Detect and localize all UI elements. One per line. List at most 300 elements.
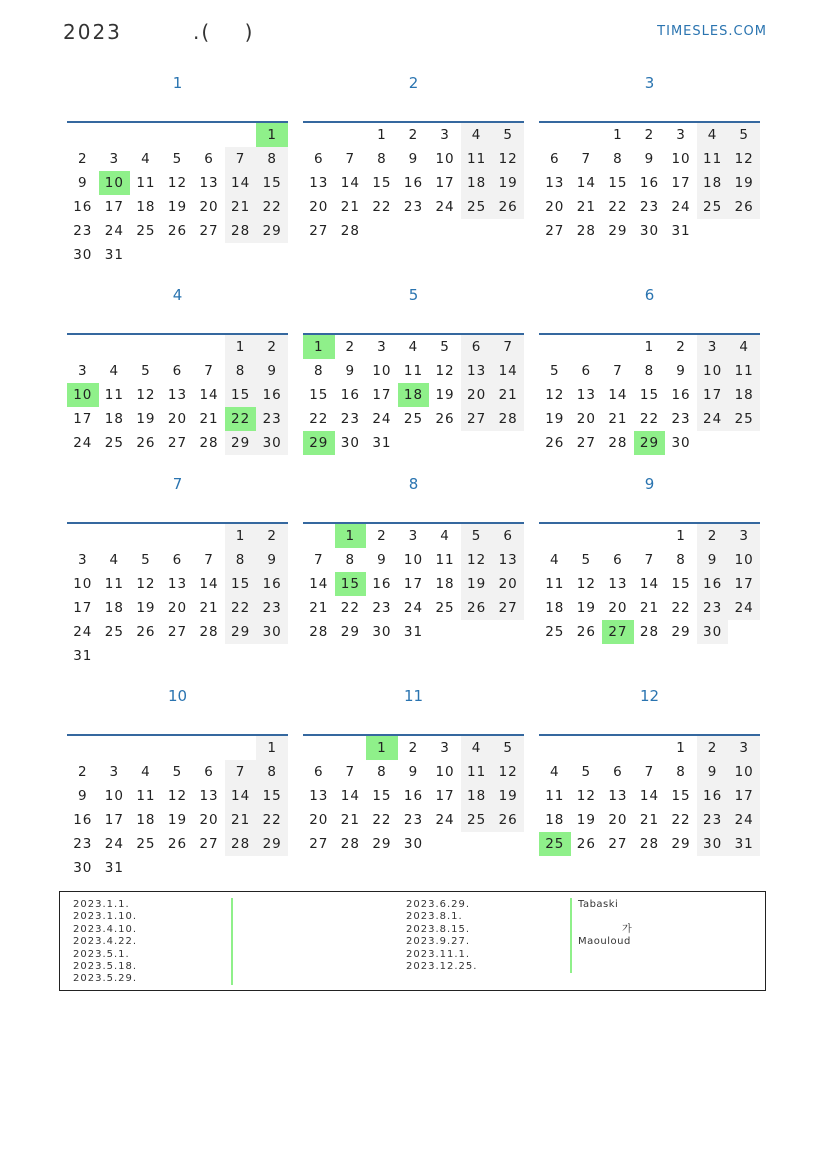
day-cell: 8 <box>676 764 686 780</box>
day-cell: 13 <box>576 387 596 403</box>
day-cell: 18 <box>697 171 729 195</box>
day-cell: 20 <box>576 411 596 427</box>
week-row <box>67 243 288 267</box>
day-cell: 30 <box>256 620 288 644</box>
day-cell: 9 <box>256 359 288 383</box>
day-cell: 21 <box>340 812 360 828</box>
day-cell: 22 <box>225 596 257 620</box>
day-cell: 11 <box>728 359 760 383</box>
day-grid <box>67 123 288 267</box>
day-cell: 23 <box>403 812 424 828</box>
day-cell: 26 <box>167 223 188 239</box>
day-cell: 8 <box>313 363 324 379</box>
day-cell: 10 <box>728 760 760 784</box>
week-row <box>303 335 524 359</box>
month-title: 10 <box>167 687 188 705</box>
day-cell: 19 <box>435 387 455 403</box>
day-cell: 7 <box>644 552 655 568</box>
day-cell: 18 <box>461 171 493 195</box>
day-cell: 12 <box>167 788 188 804</box>
day-grid <box>303 524 524 644</box>
empty-cell <box>429 219 461 243</box>
day-cell: 6 <box>172 363 183 379</box>
day-cell: 29 <box>608 223 628 239</box>
day-cell: 11 <box>435 552 455 568</box>
day-cell: 17 <box>73 411 93 427</box>
day-cell: 6 <box>204 151 214 167</box>
day-cell: 13 <box>167 387 188 403</box>
legend-date: 2023.12.25. <box>406 961 478 973</box>
day-cell: 25 <box>728 407 760 431</box>
legend-right-dates <box>406 899 477 973</box>
day-cell: 25 <box>104 624 124 640</box>
empty-cell <box>492 620 524 644</box>
week-row <box>303 431 524 455</box>
day-cell: 3 <box>109 764 120 780</box>
week-row <box>539 784 760 808</box>
day-cell: 19 <box>461 572 493 596</box>
day-cell: 4 <box>461 123 493 147</box>
day-cell: 17 <box>435 175 455 191</box>
legend-date: 2023.4.22. <box>73 936 138 948</box>
week-row <box>539 407 760 431</box>
legend-date: 2023.5.1. <box>73 948 130 960</box>
month-8 <box>303 474 524 674</box>
day-cell: 30 <box>639 223 660 239</box>
day-cell: 31 <box>104 247 124 263</box>
week-row <box>539 219 760 243</box>
empty-cell <box>67 524 99 548</box>
day-grid <box>303 335 524 455</box>
legend-left-dates <box>73 899 137 986</box>
day-cell: 3 <box>377 339 387 355</box>
month-title: 9 <box>644 475 655 493</box>
day-grid <box>67 524 288 668</box>
day-cell: 23 <box>671 411 691 427</box>
day-cell: 2 <box>345 339 356 355</box>
week-row <box>67 335 288 359</box>
day-cell: 4 <box>408 339 419 355</box>
day-cell: 19 <box>167 812 188 828</box>
day-cell: 30 <box>73 247 93 263</box>
day-cell: 26 <box>136 624 156 640</box>
week-row <box>539 123 760 147</box>
day-cell: 14 <box>199 387 219 403</box>
week-row <box>539 832 760 856</box>
day-cell: 18 <box>461 784 493 808</box>
day-grid <box>303 123 524 243</box>
day-cell: 15 <box>335 572 367 596</box>
week-row <box>303 572 524 596</box>
month-6 <box>539 285 760 485</box>
day-cell: 29 <box>225 431 257 455</box>
empty-cell <box>492 832 524 856</box>
day-cell: 27 <box>608 836 628 852</box>
empty-cell <box>461 431 493 455</box>
site-link[interactable]: TIMESLES.COM <box>657 24 767 39</box>
day-cell: 22 <box>608 199 628 215</box>
empty-cell <box>67 736 99 760</box>
day-cell: 5 <box>141 552 151 568</box>
day-cell: 7 <box>613 363 623 379</box>
empty-cell <box>67 335 99 359</box>
day-cell: 21 <box>492 383 524 407</box>
week-row <box>539 572 760 596</box>
day-cell: 10 <box>728 548 760 572</box>
day-cell: 14 <box>225 784 257 808</box>
month-title: 5 <box>408 286 419 304</box>
day-cell: 23 <box>403 199 424 215</box>
day-cell: 29 <box>256 832 288 856</box>
legend-holiday-name <box>578 961 632 973</box>
day-cell: 25 <box>545 624 565 640</box>
day-cell: 10 <box>435 151 455 167</box>
month-title: 1 <box>172 74 183 92</box>
day-grid <box>303 736 524 856</box>
day-cell: 25 <box>136 836 156 852</box>
day-cell: 6 <box>613 552 623 568</box>
day-cell: 19 <box>167 199 188 215</box>
week-row <box>303 195 524 219</box>
empty-cell <box>571 123 603 147</box>
day-cell: 17 <box>73 600 93 616</box>
day-cell: 31 <box>73 648 93 664</box>
day-cell: 16 <box>697 784 729 808</box>
day-cell: 2 <box>77 151 88 167</box>
day-cell: 30 <box>372 624 392 640</box>
day-cell: 22 <box>671 812 691 828</box>
day-cell: 28 <box>608 435 628 451</box>
empty-cell <box>193 856 225 880</box>
empty-cell <box>193 644 225 668</box>
month-title: 2 <box>408 74 419 92</box>
day-cell: 6 <box>581 363 592 379</box>
day-cell: 24 <box>104 223 124 239</box>
empty-cell <box>99 123 131 147</box>
day-cell: 8 <box>613 151 623 167</box>
week-row <box>67 856 288 880</box>
week-row <box>539 524 760 548</box>
day-cell: 9 <box>408 764 419 780</box>
day-cell: 28 <box>225 219 257 243</box>
day-cell: 25 <box>461 808 493 832</box>
day-cell: 10 <box>403 552 424 568</box>
week-row <box>539 620 760 644</box>
day-cell: 20 <box>309 199 329 215</box>
empty-cell <box>162 736 194 760</box>
day-cell: 2 <box>408 740 419 756</box>
empty-cell <box>366 219 398 243</box>
day-cell: 8 <box>345 552 356 568</box>
day-cell: 27 <box>167 624 188 640</box>
day-cell: 16 <box>639 175 660 191</box>
empty-cell <box>225 856 257 880</box>
empty-cell <box>162 856 194 880</box>
empty-cell <box>225 123 257 147</box>
day-cell: 20 <box>608 812 628 828</box>
day-cell: 19 <box>576 600 596 616</box>
empty-cell <box>303 524 335 548</box>
month-title: 3 <box>644 74 655 92</box>
empty-cell <box>571 524 603 548</box>
day-cell: 9 <box>256 548 288 572</box>
empty-cell <box>193 123 225 147</box>
day-cell: 13 <box>545 175 565 191</box>
day-cell: 19 <box>545 411 565 427</box>
day-cell: 1 <box>644 339 655 355</box>
day-cell: 2 <box>77 764 88 780</box>
empty-cell <box>99 644 131 668</box>
empty-cell <box>602 524 634 548</box>
day-cell: 21 <box>309 600 329 616</box>
day-cell: 12 <box>167 175 188 191</box>
day-cell: 24 <box>73 435 93 451</box>
week-row <box>67 644 288 668</box>
day-cell: 9 <box>676 363 686 379</box>
day-grid <box>539 736 760 856</box>
day-cell: 24 <box>435 199 455 215</box>
day-cell: 2 <box>377 528 387 544</box>
day-cell: 23 <box>256 407 288 431</box>
day-cell: 10 <box>104 788 124 804</box>
day-cell: 28 <box>576 223 596 239</box>
month-title: 11 <box>403 687 424 705</box>
legend-date: 2023.4.10. <box>73 923 138 935</box>
day-cell: 16 <box>697 572 729 596</box>
day-cell: 31 <box>372 435 392 451</box>
day-cell: 31 <box>104 860 124 876</box>
day-cell: 30 <box>340 435 360 451</box>
empty-cell <box>539 335 571 359</box>
day-cell: 1 <box>676 528 686 544</box>
empty-cell <box>225 243 257 267</box>
day-cell: 6 <box>172 552 183 568</box>
week-row <box>303 808 524 832</box>
day-cell: 28 <box>340 836 360 852</box>
day-cell: 7 <box>225 147 257 171</box>
day-cell: 14 <box>608 387 628 403</box>
day-cell: 2 <box>644 127 655 143</box>
day-cell: 30 <box>697 620 729 644</box>
week-row <box>303 147 524 171</box>
week-row <box>303 596 524 620</box>
day-cell: 17 <box>403 576 424 592</box>
day-cell: 14 <box>309 576 329 592</box>
empty-cell <box>130 123 162 147</box>
day-cell: 14 <box>639 576 660 592</box>
day-cell: 16 <box>256 572 288 596</box>
day-cell: 29 <box>256 219 288 243</box>
legend-date: 2023.5.29. <box>73 973 138 985</box>
day-cell: 17 <box>104 199 124 215</box>
week-row <box>539 195 760 219</box>
day-cell: 11 <box>461 147 493 171</box>
empty-cell <box>162 335 194 359</box>
day-cell: 21 <box>199 600 219 616</box>
week-row <box>539 548 760 572</box>
day-cell: 30 <box>73 860 93 876</box>
day-cell: 14 <box>340 788 360 804</box>
day-cell: 11 <box>136 175 156 191</box>
week-row <box>539 171 760 195</box>
week-row <box>539 760 760 784</box>
empty-cell <box>602 736 634 760</box>
day-cell: 12 <box>545 387 565 403</box>
day-cell: 13 <box>167 576 188 592</box>
day-cell: 18 <box>136 199 156 215</box>
day-cell: 9 <box>697 760 729 784</box>
day-cell: 3 <box>77 363 88 379</box>
day-cell: 16 <box>256 383 288 407</box>
day-cell: 9 <box>408 151 419 167</box>
empty-cell <box>162 243 194 267</box>
day-cell: 13 <box>492 548 524 572</box>
week-row <box>67 431 288 455</box>
day-cell: 28 <box>639 836 660 852</box>
week-row <box>67 219 288 243</box>
day-cell: 24 <box>372 411 392 427</box>
day-cell: 1 <box>613 127 623 143</box>
day-cell: 22 <box>256 195 288 219</box>
day-cell: 12 <box>136 387 156 403</box>
empty-cell <box>193 524 225 548</box>
month-1 <box>67 73 288 273</box>
empty-cell <box>461 219 493 243</box>
day-cell: 21 <box>576 199 596 215</box>
legend-holiday-name: Maouloud <box>578 936 631 948</box>
day-cell: 6 <box>549 151 560 167</box>
day-cell: 27 <box>309 223 329 239</box>
day-cell: 1 <box>366 736 398 760</box>
day-cell: 17 <box>435 788 455 804</box>
week-row <box>303 219 524 243</box>
week-row <box>539 147 760 171</box>
legend-date: 2023.6.29. <box>406 899 471 910</box>
month-9 <box>539 474 760 674</box>
day-cell: 15 <box>372 788 392 804</box>
empty-cell <box>130 736 162 760</box>
day-cell: 7 <box>345 764 356 780</box>
week-row <box>67 359 288 383</box>
day-cell: 27 <box>199 836 219 852</box>
day-cell: 24 <box>728 596 760 620</box>
week-row <box>67 548 288 572</box>
day-cell: 22 <box>225 407 257 431</box>
day-cell: 22 <box>372 199 392 215</box>
day-cell: 30 <box>403 836 424 852</box>
day-cell: 6 <box>492 524 524 548</box>
day-cell: 27 <box>461 407 493 431</box>
month-4 <box>67 285 288 485</box>
day-cell: 16 <box>403 175 424 191</box>
week-row <box>67 407 288 431</box>
day-cell: 30 <box>671 435 691 451</box>
empty-cell <box>492 431 524 455</box>
day-cell: 5 <box>728 123 760 147</box>
week-row <box>67 596 288 620</box>
week-row <box>539 335 760 359</box>
day-cell: 13 <box>199 175 219 191</box>
day-cell: 25 <box>697 195 729 219</box>
day-cell: 6 <box>313 151 324 167</box>
week-row <box>539 736 760 760</box>
day-cell: 14 <box>576 175 596 191</box>
day-cell: 2 <box>256 335 288 359</box>
week-row <box>67 383 288 407</box>
week-row <box>303 620 524 644</box>
calendar-subtitle: .( ) <box>193 20 255 44</box>
empty-cell <box>602 335 634 359</box>
week-row <box>67 808 288 832</box>
day-grid <box>539 524 760 644</box>
day-cell: 28 <box>225 832 257 856</box>
day-cell: 26 <box>492 195 524 219</box>
day-cell: 1 <box>676 740 686 756</box>
day-cell: 7 <box>225 760 257 784</box>
day-cell: 26 <box>435 411 455 427</box>
week-row <box>303 736 524 760</box>
day-cell: 19 <box>728 171 760 195</box>
day-cell: 13 <box>461 359 493 383</box>
day-cell: 9 <box>77 788 88 804</box>
day-cell: 22 <box>372 812 392 828</box>
day-cell: 14 <box>340 175 360 191</box>
day-cell: 12 <box>461 548 493 572</box>
day-cell: 25 <box>104 435 124 451</box>
day-cell: 5 <box>492 736 524 760</box>
week-row <box>303 524 524 548</box>
day-cell: 10 <box>435 764 455 780</box>
day-cell: 1 <box>225 335 257 359</box>
day-cell: 8 <box>377 151 387 167</box>
day-cell: 18 <box>545 600 565 616</box>
empty-cell <box>256 856 288 880</box>
day-cell: 24 <box>435 812 455 828</box>
day-cell: 9 <box>77 175 88 191</box>
empty-cell <box>256 243 288 267</box>
week-row <box>67 832 288 856</box>
day-cell: 27 <box>492 596 524 620</box>
day-cell: 19 <box>492 171 524 195</box>
day-cell: 26 <box>461 596 493 620</box>
day-cell: 15 <box>608 175 628 191</box>
day-cell: 21 <box>639 600 660 616</box>
month-title: 7 <box>172 475 183 493</box>
day-cell: 21 <box>639 812 660 828</box>
day-cell: 1 <box>256 123 288 147</box>
day-cell: 15 <box>225 383 257 407</box>
day-cell: 31 <box>403 624 424 640</box>
day-cell: 28 <box>340 223 360 239</box>
empty-cell <box>728 431 760 455</box>
day-cell: 22 <box>671 600 691 616</box>
day-cell: 13 <box>199 788 219 804</box>
day-cell: 19 <box>136 600 156 616</box>
month-3 <box>539 73 760 273</box>
legend-date: 2023.5.18. <box>73 961 138 973</box>
day-cell: 20 <box>167 600 188 616</box>
empty-cell <box>162 524 194 548</box>
empty-cell <box>697 219 729 243</box>
day-cell: 18 <box>104 411 124 427</box>
day-cell: 26 <box>545 435 565 451</box>
day-cell: 23 <box>256 596 288 620</box>
day-cell: 15 <box>256 784 288 808</box>
day-cell: 24 <box>403 600 424 616</box>
day-cell: 1 <box>335 524 367 548</box>
day-cell: 17 <box>728 572 760 596</box>
day-cell: 30 <box>697 832 729 856</box>
